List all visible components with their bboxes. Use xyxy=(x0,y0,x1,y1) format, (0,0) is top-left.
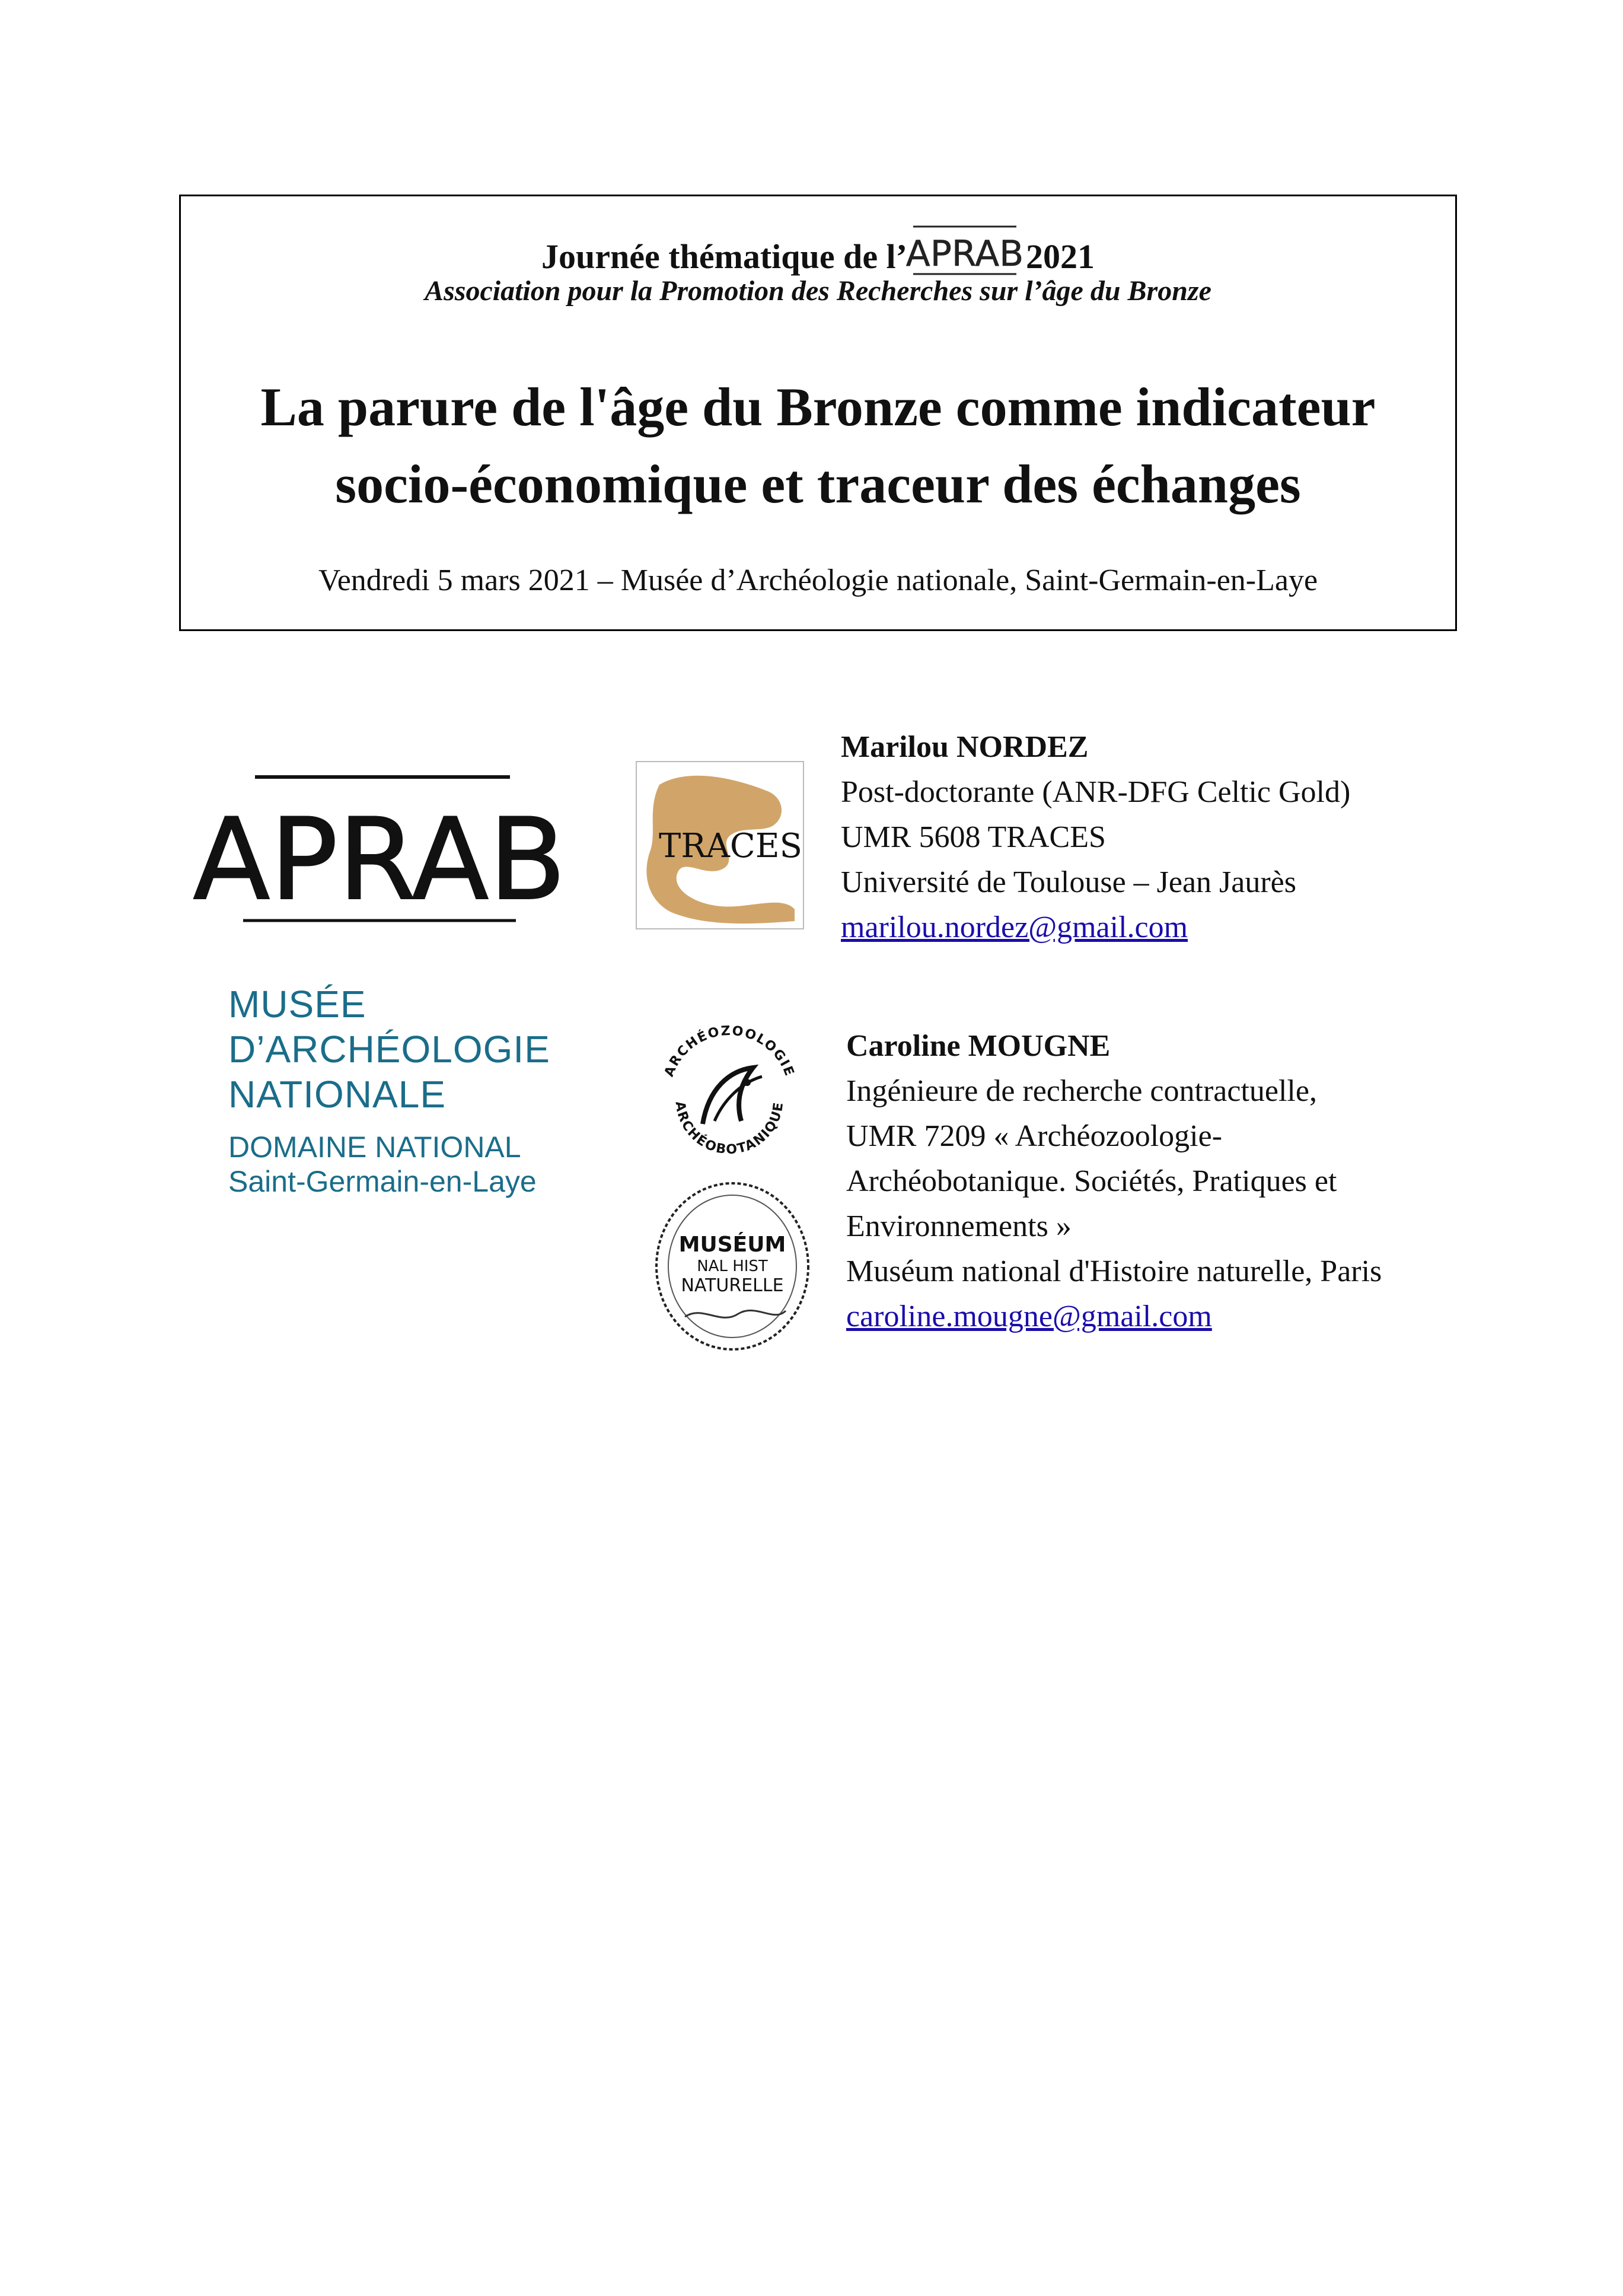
traces-logo-text: TRACES xyxy=(658,827,803,865)
association-name: Association pour la Promotion des Recherches sur l’âge du Bronze xyxy=(425,275,1211,307)
contact-line: Ingénieure de recherche contractuelle, xyxy=(846,1074,1317,1108)
contact-line: Post-doctorante (ANR-DFG Celtic Gold) xyxy=(841,775,1351,809)
svg-text:ARCHÉOBOTANIQUE xyxy=(672,1100,787,1157)
musee-line-1: MUSÉE xyxy=(228,983,366,1026)
svg-text:ARCHÉOZOOLOGIE xyxy=(662,1024,797,1079)
musee-line-3: NATIONALE xyxy=(228,1073,446,1116)
musee-line-4: DOMAINE NATIONAL xyxy=(228,1131,521,1164)
museum-logo-line-3: NATURELLE xyxy=(681,1275,784,1296)
event-date-location: Vendredi 5 mars 2021 – Musée d’Archéologie nationale, Saint-Germain-en-Laye xyxy=(318,563,1318,597)
contact-name: Marilou NORDEZ xyxy=(841,730,1089,764)
musee-line-5: Saint-Germain-en-Laye xyxy=(228,1165,537,1198)
traces-logo xyxy=(636,761,804,929)
aprab-inline-text: APRAB xyxy=(905,233,1024,275)
header-box xyxy=(179,195,1457,631)
archeozoologie-ring-bottom: ARCHÉOBOTANIQUE xyxy=(672,1100,787,1158)
contact-line: UMR 5608 TRACES xyxy=(841,820,1106,854)
contact-name: Caroline MOUGNE xyxy=(846,1029,1111,1063)
aprab-logo xyxy=(193,765,566,931)
archeozoologie-logo xyxy=(652,1017,806,1171)
aprab-logo-text: APRAB xyxy=(193,794,566,925)
title-line-2: socio-économique et traceur des échanges xyxy=(335,454,1301,514)
contact-line: Muséum national d'Histoire naturelle, Paris xyxy=(846,1254,1382,1288)
event-heading-prefix: Journée thématique de l’ xyxy=(541,237,907,276)
contact-nordez xyxy=(841,725,1350,950)
contact-line: Environnements » xyxy=(846,1209,1072,1243)
museum-logo xyxy=(649,1177,815,1355)
contact-line: Archéobotanique. Sociétés, Pratiques et xyxy=(846,1164,1337,1198)
contact-line: UMR 7209 « Archéozoologie- xyxy=(846,1119,1223,1153)
page-title xyxy=(181,368,1455,523)
event-heading xyxy=(181,223,1455,278)
musee-logo xyxy=(228,982,550,1199)
contact-mougne xyxy=(846,1024,1382,1339)
event-heading-year: 2021 xyxy=(1026,237,1095,276)
email-link[interactable]: caroline.mougne@gmail.com xyxy=(846,1300,1212,1333)
contact-line: Université de Toulouse – Jean Jaurès xyxy=(841,865,1296,899)
archeozoologie-ring-top: ARCHÉOZOOLOGIE xyxy=(661,1023,798,1079)
title-line-1: La parure de l'âge du Bronze comme indicateur xyxy=(260,377,1376,437)
museum-logo-line-2: NAL HIST xyxy=(697,1257,768,1275)
email-link[interactable]: marilou.nordez@gmail.com xyxy=(841,910,1188,944)
musee-line-2: D’ARCHÉOLOGIE xyxy=(228,1028,550,1071)
museum-logo-line-1: MUSÉUM xyxy=(678,1233,786,1257)
aprab-inline-logo xyxy=(905,223,1024,278)
